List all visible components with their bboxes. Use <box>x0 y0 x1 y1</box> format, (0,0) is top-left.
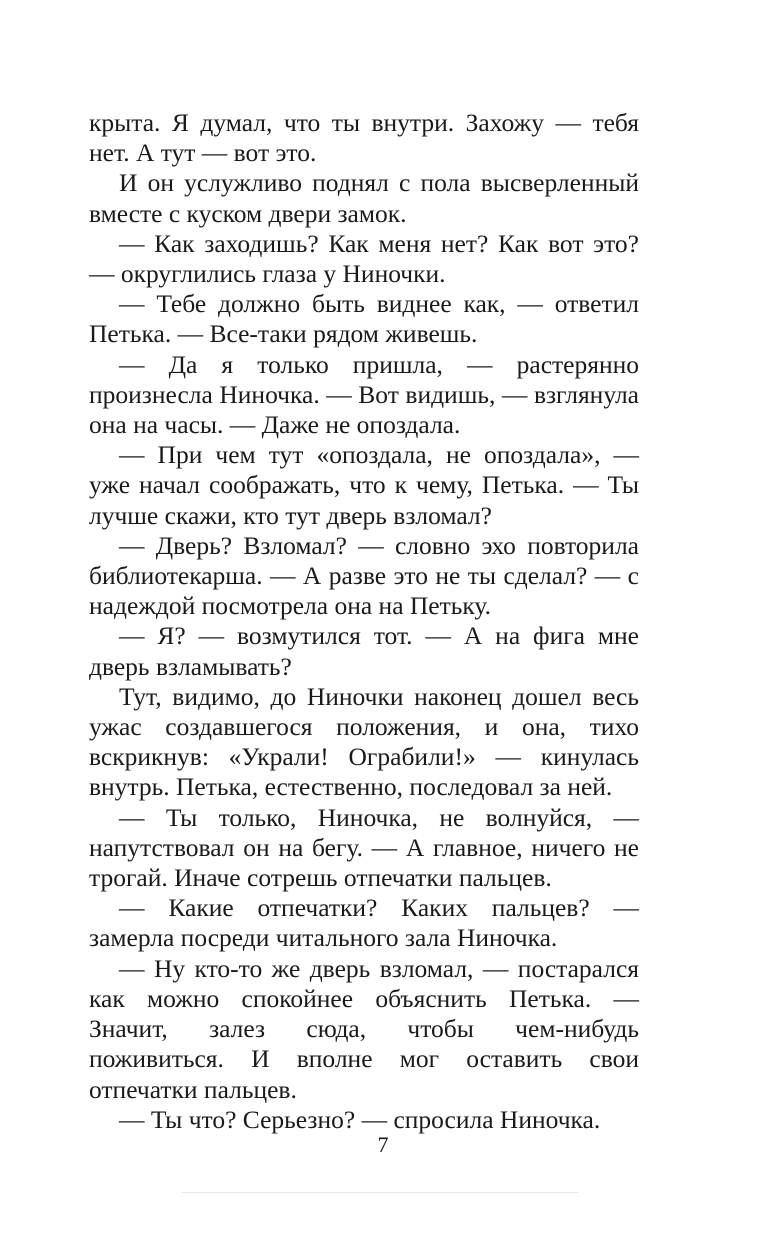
paragraph: — При чем тут «опоздала, не опоздала», — уже начал соображать, что к чему, Петька. — Ты лучше скажи, кто тут дверь взломал? <box>89 440 639 530</box>
paragraph: — Какие отпечатки? Каких пальцев? — замерла посреди читального зала Ниночка. <box>89 893 639 953</box>
paragraph: Тут, видимо, до Ниночки наконец дошел весь ужас создавшегося положения, и она, тихо вскрикнув: «Украли! Ограбили!» — кинулась внутрь. Петька, естественно, последовал за ней. <box>89 681 639 802</box>
paragraph: — Ты что? Серьезно? — спросила Ниночка. <box>119 1104 601 1134</box>
paragraph: — Ты только, Ниночка, не волнуйся, — напутствовал он на бегу. — А главное, ничего не трогай. Иначе сотрешь отпечатки пальцев. <box>89 802 639 893</box>
bottom-divider <box>182 1192 578 1193</box>
paragraph: — Ну кто-то же дверь взломал, — постарался как можно спокойнее объяснить Петька. — Значит, залез сюда, чтобы чем-нибудь поживиться. И вполне мог оставить свои отпечатки пальцев. <box>89 953 639 1104</box>
paragraph: — Дверь? Взломал? — словно эхо повторила библиотекарша. — А разве это не ты сделал? — с надеждой посмотрела она на Петьку. <box>89 530 639 621</box>
paragraph: — Я? — возмутился тот. — А на фига мне дверь взламывать? <box>89 621 639 681</box>
page-number: 7 <box>377 1132 389 1157</box>
paragraph: — Как заходишь? Как меня нет? Как вот это? — округлились глаза у Ниночки. <box>89 228 639 289</box>
paragraph-continuation: крыта. Я думал, что ты внутри. Захожу — тебя нет. А тут — вот это. <box>89 108 639 168</box>
paragraph: — Тебе должно быть виднее как, — ответил Петька. — Все-таки рядом живешь. <box>89 289 639 349</box>
paragraph: — Да я только пришла, — растерянно произнесла Ниночка. — Вот видишь, — взглянула она на часы. — Даже не опоздала. <box>89 349 639 440</box>
body-text <box>89 108 639 1135</box>
paragraph: И он услужливо поднял с пола высверленный вместе с куском двери замок. <box>89 168 639 228</box>
